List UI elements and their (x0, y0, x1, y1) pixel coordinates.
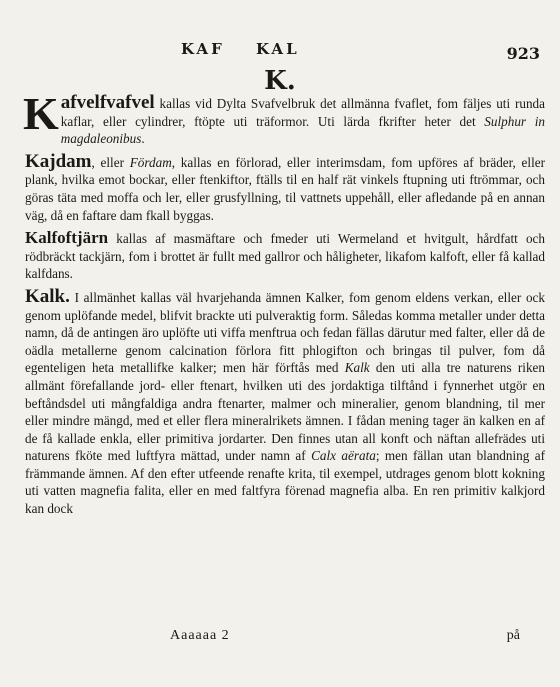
header-right-word: KAL (256, 40, 300, 58)
entry-kalfostjarn (25, 229, 545, 283)
entry-term: Kalk. (25, 285, 70, 307)
entry-text: I allmänhet kallas väl hvarjehanda ämnen Kalker, fom genom eldens verkan, eller ock genom uplöfande medel, blifvit brackte uti pulveraktig form. Såledas komma metaller under detta namn, då de antingen äro uplöfte uti viffa menftrua och fedan fällas därutur med falter, eller då de oädla metallerne genom calcination förlora fitt phlogifton och bringas til pulver, fom då egenteligen heta metallifke kalker; men här förftås med (25, 289, 545, 376)
header-left-word: KAF (181, 40, 225, 58)
running-header (0, 40, 560, 66)
latin-term: Calx aërata (311, 448, 376, 464)
entry-term: Kajdam (25, 150, 92, 172)
section-letter: K. (264, 66, 296, 96)
latin-term: Sulphur in magdaleonibus (60, 113, 545, 147)
entry-kalk (25, 285, 545, 518)
entry-kafvelsvafvel (23, 88, 545, 148)
entry-text: ; men fällan utan blandning af främmande ämnen. Af den efter utfeende renafte krita, til exempel, utdrages genom blott kokning uti vatten magnefia falita, eller en med faltfyra förenad magnefia alba. En ren primitiv kalkjord kan dock (25, 448, 545, 517)
page-footer (0, 628, 560, 650)
entry-term: Kalfoftjärn (25, 228, 109, 248)
italic-term: Kalk (344, 360, 370, 376)
entry-text: den uti alla tre naturens riken allmänt förefallande jord- eller ftenart, hvilken uti des jordaktiga tilftånd i fynnerhet utgör en beftåndsdel uti mångfaldiga andra ftenarter, malmer och mineralier, genom blandning, til mer eller mindre mängd, med et eller flera mineralrikets ämnen. I fådan mening tager än kalken en af de få kallade enkla, eller primitiva jordarter. Den finnes utan all konft och näftan allefrädes uti naturens fköte med luftfyra mättad, under namn af (25, 360, 545, 464)
entry-kajdam (25, 150, 545, 224)
drop-initial: K (23, 88, 59, 139)
signature-mark: Aaaaaa 2 (170, 628, 230, 643)
entry-term: afvelfvafvel (60, 92, 155, 113)
entry-text: kallas vid Dylta Svafvelbruk det allmänna fvaflet, fom fäljes uti runda kaflar, eller cylindrer, ftöpte uti träformor. Uti lärda fkrifter heter det (60, 96, 545, 129)
dictionary-body (23, 88, 545, 523)
entry-text: kallas af masmäftare och fmeder uti Wermeland et hvitgult, hårdfatt och rödbräckt tackjärn, fom i brottet är fullt med gallror och håligheter, likafom kalfoft, eller få kallad kalfdans. (25, 231, 545, 282)
catchword: på (506, 628, 520, 643)
entry-end: . (141, 131, 145, 147)
page-number: 923 (506, 44, 540, 63)
entry-text: , eller (91, 154, 130, 170)
entry-text: , kallas en förlorad, eller interimsdam, fom upföres af bräder, eller plank, hvilka emot bockar, eller ftenkiftor, ftälls til en half rät vinkels ftupning uti ftrömmar, och göras täta med moffa och ler, eller grusfyllning, til vattnets uppehåll, eller afledande på en annan väg, då en faftare dam fkall byggas. (25, 154, 545, 223)
italic-term: Fördam (129, 154, 172, 170)
